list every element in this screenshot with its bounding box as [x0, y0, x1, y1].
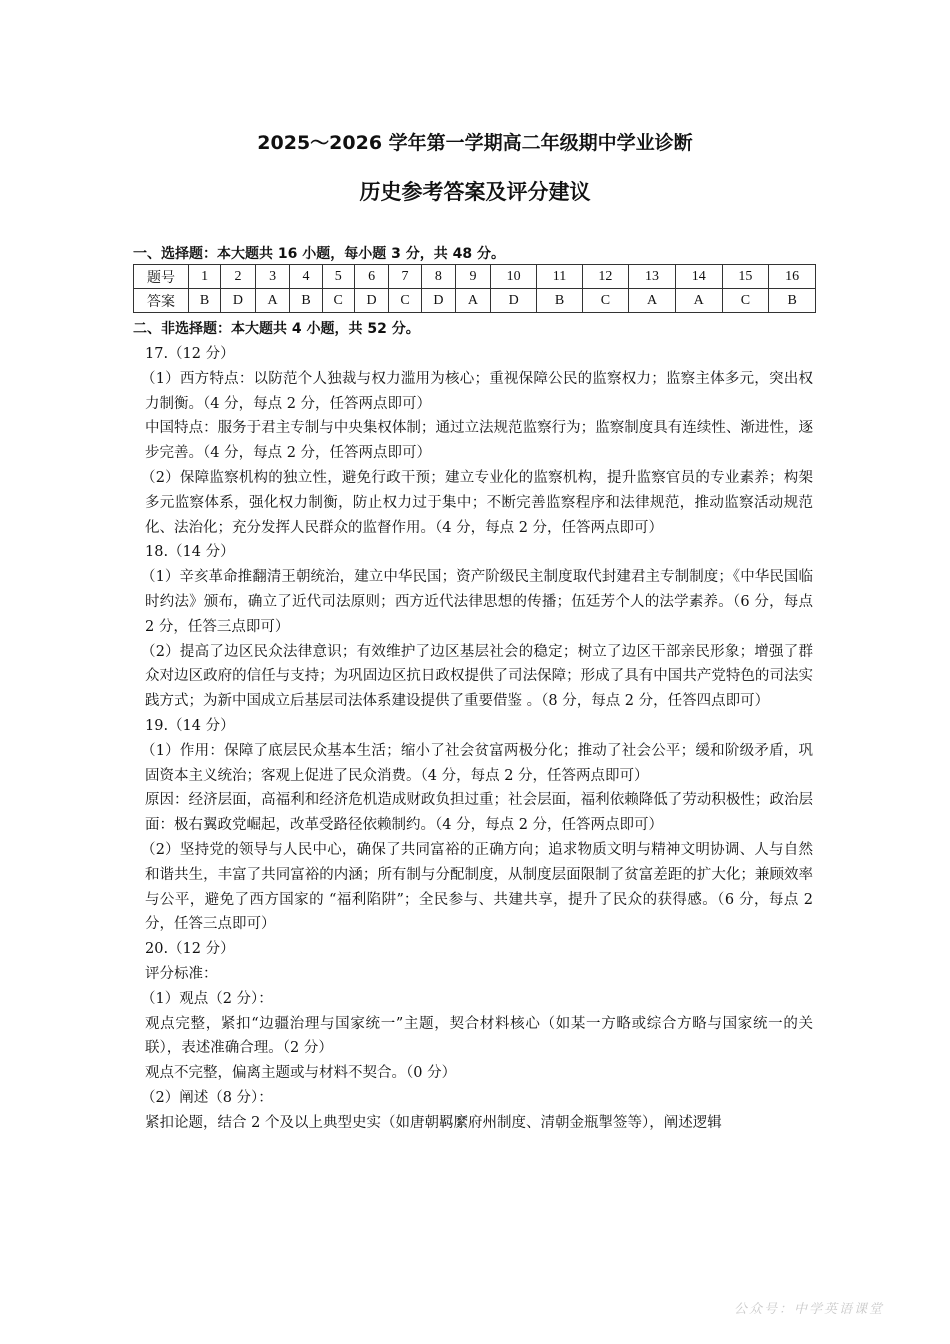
document-subtitle: 历史参考答案及评分建议	[359, 180, 591, 204]
document-title: 2025～2026 学年第一学期高二年级期中学业诊断	[257, 132, 693, 154]
question-number-cell: 5	[322, 265, 354, 289]
row-label-answer: 答案	[134, 289, 189, 313]
answer-paragraph: 观点不完整，偏离主题或与材料不契合。（0 分）	[145, 1065, 457, 1082]
answer-cell: A	[255, 289, 290, 313]
answer-paragraph: 中国特点：服务于君主专制与中央集权体制；通过立法规范监察行为；监察制度具有连续性、渐进性，逐步完善。（4 分，每点 2 分，任答两点即可）	[145, 420, 813, 462]
question-number-cell: 4	[290, 265, 322, 289]
answer-table	[133, 264, 816, 313]
answer-paragraph: （2）阐述（8 分）：	[141, 1089, 273, 1106]
answer-content	[141, 342, 813, 1136]
question-number-cell: 13	[629, 265, 676, 289]
answer-paragraph: （1）作用：保障了底层民众基本生活；缩小了社会贫富两极分化；推动了社会公平；缓和阶级矛盾，巩固资本主义统治；客观上促进了民众消费。（4 分，每点 2 分，任答两点即可）	[141, 742, 813, 784]
question-number-cell: 16	[769, 265, 816, 289]
question-number-cell: 2	[221, 265, 256, 289]
answer-cell: C	[322, 289, 354, 313]
answer-cell: D	[490, 289, 537, 313]
answer-paragraph: 17.（12 分）	[145, 346, 235, 362]
question-number-cell: 15	[722, 265, 769, 289]
answer-paragraph: 评分标准：	[145, 965, 218, 982]
answer-paragraph: （2）提高了边区民众法律意识；有效维护了边区基层社会的稳定；树立了边区干部亲民形象；增强了群众对边区政府的信任与支持；为巩固边区抗日政权提供了司法保障；形成了具有中国共产党特色的司法实践方式；为新中国成立后基层司法体系建设提供了重要借鉴 。（8 分，每点 2 分，任答四点即可）	[141, 643, 813, 710]
question-number-cell: 7	[389, 265, 421, 289]
question-number-cell: 8	[421, 265, 456, 289]
answer-paragraph: （2）保障监察机构的独立性，避免行政干预；建立专业化的监察机构，提升监察官员的专业素养；构架多元监察体系，强化权力制衡，防止权力过于集中；不断完善监察程序和法律规范，推动监察活动规范化、法治化；充分发挥人民群众的监督作用。（4 分，每点 2 分，任答两点即可）	[141, 469, 813, 536]
question-number-cell: 1	[189, 265, 221, 289]
answer-paragraph: 紧扣论题，结合 2 个及以上典型史实（如唐朝羁縻府州制度、清朝金瓶掣签等），阐述逻辑	[145, 1114, 722, 1131]
answer-paragraph: 19.（14 分）	[145, 717, 235, 734]
answer-cell: B	[537, 289, 582, 313]
question-number-cell: 9	[456, 265, 491, 289]
answer-cell: D	[421, 289, 456, 313]
answer-paragraph: （1）观点（2 分）：	[141, 990, 273, 1007]
question-number-cell: 11	[537, 265, 582, 289]
answer-cell: A	[456, 289, 491, 313]
answer-cell: B	[290, 289, 322, 313]
question-number-cell: 14	[675, 265, 722, 289]
answer-cell: D	[221, 289, 256, 313]
answer-cell: B	[189, 289, 221, 313]
answer-cell: C	[389, 289, 421, 313]
question-number-cell: 3	[255, 265, 290, 289]
answer-cell: A	[629, 289, 676, 313]
answer-paragraph: （1）西方特点：以防范个人独裁与权力滥用为核心；重视保障公民的监察权力；监察主体多元，突出权力制衡。（4 分，每点 2 分，任答两点即可）	[141, 370, 813, 412]
answer-paragraph: （2）坚持党的领导与人民中心，确保了共同富裕的正确方向；追求物质文明与精神文明协调、人与自然和谐共生，丰富了共同富裕的内涵；所有制与分配制度，从制度层面限制了贫富差距的扩大化；兼顾效率与公平，避免了西方国家的 “福利陷阱”；全民参与、共建共享，提升了民众的获得感。（6 分，每点 2 分，任答三点即可）	[141, 841, 813, 933]
question-number-cell: 6	[354, 265, 389, 289]
answer-cell: D	[354, 289, 389, 313]
question-number-row	[134, 265, 816, 289]
answer-row	[134, 289, 816, 313]
section2-heading: 二、非选择题：本大题共 4 小题，共 52 分。	[133, 321, 420, 337]
row-label-question: 题号	[134, 265, 189, 289]
answer-paragraph: （1）辛亥革命推翻清王朝统治，建立中华民国；资产阶级民主制度取代封建君主专制制度；《中华民国临时约法》颁布，确立了近代司法原则；西方近代法律思想的传播；伍廷芳个人的法学素养。（6 分，每点 2 分，任答三点即可）	[141, 569, 813, 635]
watermark: 公众号：中学英语课堂	[733, 1302, 884, 1317]
answer-paragraph: 18.（14 分）	[145, 544, 235, 561]
answer-paragraph: 观点完整，紧扣“边疆治理与国家统一”主题，契合材料核心（如某一方略或综合方略与国家统一的关联），表述准确合理。（2 分）	[145, 1015, 813, 1057]
answer-cell: A	[675, 289, 722, 313]
answer-cell: C	[722, 289, 769, 313]
question-number-cell: 12	[582, 265, 629, 289]
answer-paragraph: 原因：经济层面，高福利和经济危机造成财政负担过重；社会层面，福利依赖降低了劳动积极性；政治层面：极右翼政党崛起，改革受路径依赖制约。（4 分，每点 2 分，任答两点即可）	[145, 792, 813, 834]
answer-paragraph: 20.（12 分）	[145, 941, 235, 958]
answer-cell: C	[582, 289, 629, 313]
question-number-cell: 10	[490, 265, 537, 289]
answer-cell: B	[769, 289, 816, 313]
section1-heading: 一、选择题：本大题共 16 小题，每小题 3 分，共 48 分。	[133, 246, 505, 262]
